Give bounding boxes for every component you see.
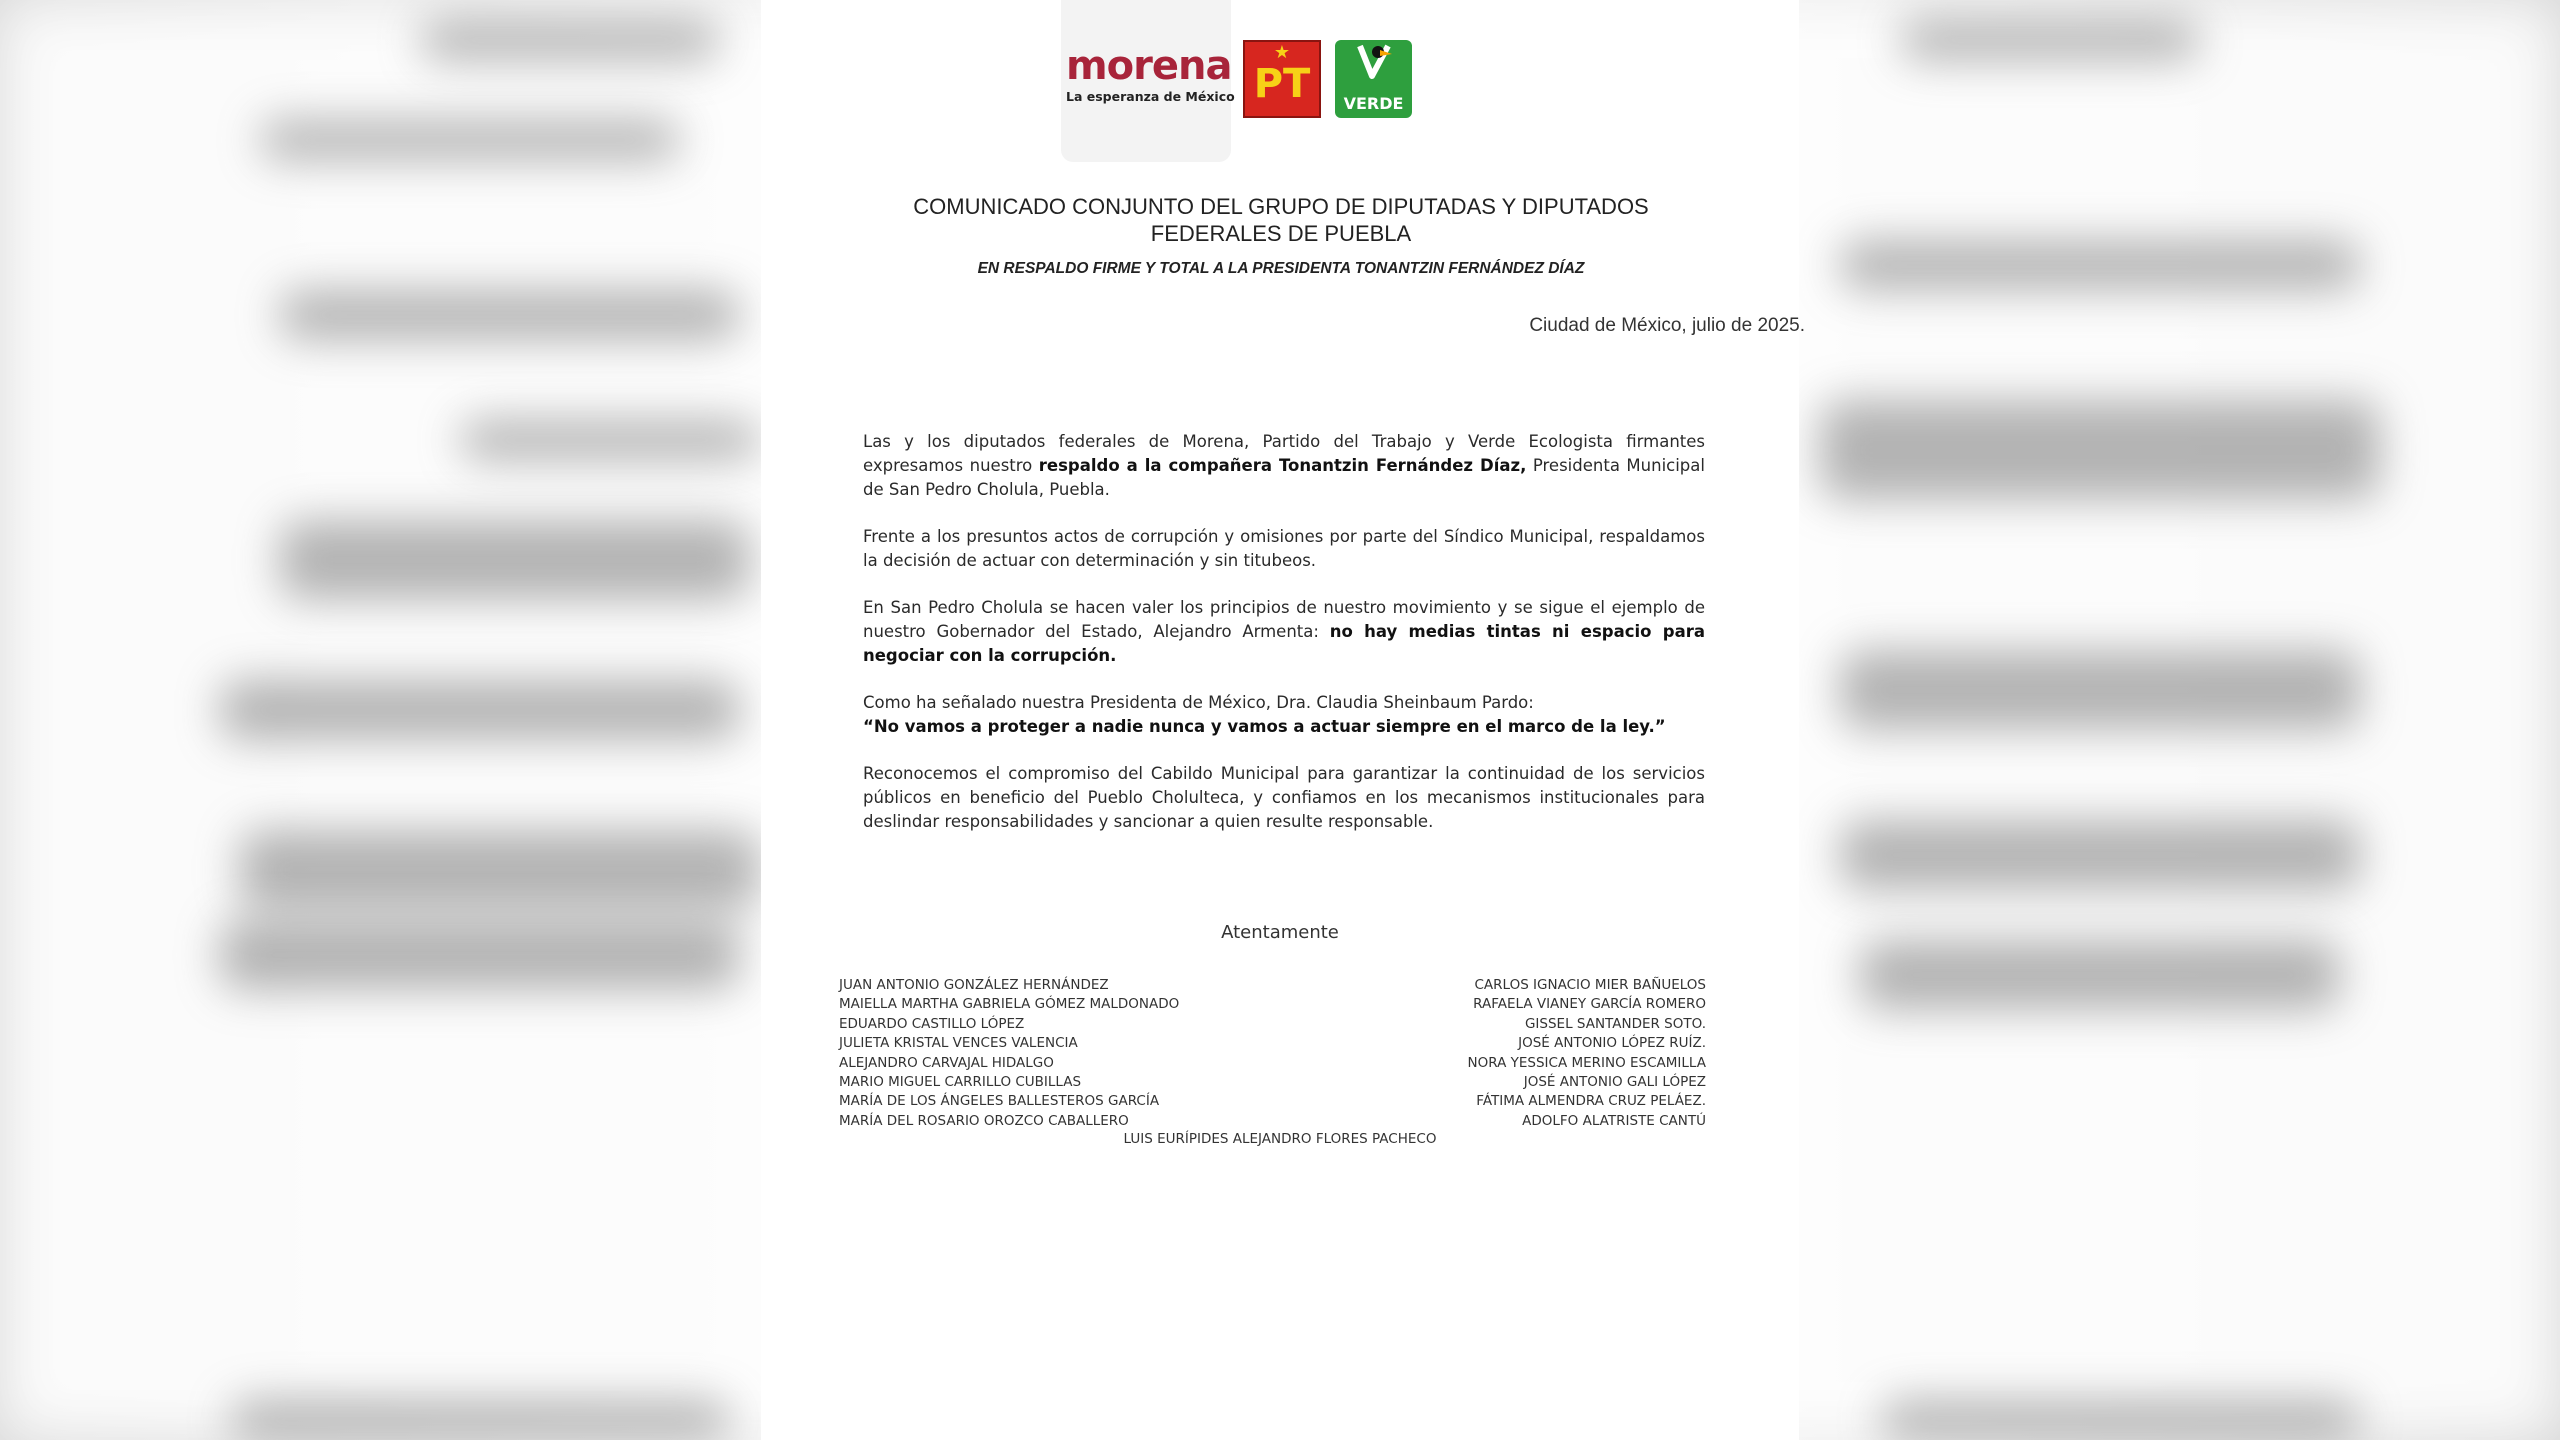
verde-logo-text: VERDE <box>1343 94 1404 113</box>
signature-name: ADOLFO ALATRISTE CANTÚ <box>1522 1112 1706 1129</box>
signature-name: ALEJANDRO CARVAJAL HIDALGO <box>839 1054 1054 1071</box>
signature-name: JOSÉ ANTONIO LÓPEZ RUÍZ. <box>1518 1035 1706 1052</box>
closing-line: Atentamente <box>1221 922 1339 943</box>
paragraph-3-text: En San Pedro Cholula se hacen valer los principios de nuestro movimiento y se sigue el ejemplo de nuestro Gobernador del Estado, Alejandro Armenta: <box>863 598 1705 641</box>
morena-logo <box>1066 43 1235 104</box>
signature-name: JUAN ANTONIO GONZÁLEZ HERNÁNDEZ <box>839 977 1109 993</box>
signature-name: JOSÉ ANTONIO GALI LÓPEZ <box>1523 1074 1706 1091</box>
verde-logo <box>1335 40 1412 118</box>
paragraph-3-bold: no hay medias tintas ni espacio para negociar con la corrupción. <box>863 622 1705 665</box>
signatures-left-column <box>839 976 1269 1131</box>
signature-name: MARÍA DE LOS ÁNGELES BALLESTEROS GARCÍA <box>839 1093 1160 1110</box>
document-page <box>761 0 1805 1440</box>
signature-name: MARIO MIGUEL CARRILLO CUBILLAS <box>839 1074 1082 1091</box>
document-date: Ciudad de México, julio de 2025. <box>1529 315 1805 336</box>
paragraph-4-text: Como ha señalado nuestra Presidenta de México, Dra. Claudia Sheinbaum Pardo: <box>863 693 1534 712</box>
paragraph-1-bold: respaldo a la compañera Tonantzin Fernández Díaz, <box>1038 456 1527 475</box>
signature-name: GISSEL SANTANDER SOTO. <box>1524 1015 1706 1032</box>
pt-logo <box>1243 40 1321 118</box>
signature-name: MAIELLA MARTHA GABRIELA GÓMEZ MALDONADO <box>839 996 1180 1013</box>
paragraph-5: Reconocemos el compromiso del Cabildo Municipal para garantizar la continuidad de los servicios públicos en beneficio del Pueblo Cholulteca, y confiamos en los mecanismos institucionales para deslindar responsabilidades y sancionar a quien resulte responsable. <box>863 764 1705 831</box>
paragraph-4 <box>863 691 1705 739</box>
signature-name: FÁTIMA ALMENDRA CRUZ PELÁEZ. <box>1476 1093 1706 1110</box>
signature-name: MARÍA DEL ROSARIO OROZCO CABALLERO <box>839 1112 1129 1129</box>
document-title: COMUNICADO CONJUNTO DEL GRUPO DE DIPUTADAS Y DIPUTADOS FEDERALES DE PUEBLA <box>913 194 1649 246</box>
paragraph-1 <box>863 430 1705 502</box>
signature-name: JULIETA KRISTAL VENCES VALENCIA <box>839 1035 1078 1052</box>
pt-star-icon: ★ <box>1273 42 1291 63</box>
paragraph-1-end: Presidenta Municipal de San Pedro Cholula, Puebla. <box>863 456 1705 499</box>
morena-logo-tagline: La esperanza de México <box>1066 89 1235 104</box>
morena-logo-word: morena <box>1066 43 1232 89</box>
paragraph-1-text: Las y los diputados federales de Morena, Partido del Trabajo y Verde Ecologista firmantes expresamos nuestro <box>863 432 1705 475</box>
signatures-right-column <box>1276 976 1706 1131</box>
document-subtitle: EN RESPALDO FIRME Y TOTAL A LA PRESIDENTA TONANTZIN FERNÁNDEZ DÍAZ <box>977 260 1585 277</box>
document-body <box>863 430 1705 857</box>
pt-logo-text: PT <box>1253 61 1311 107</box>
paragraph-4-quote: “No vamos a proteger a nadie nunca y vamos a actuar siempre en el marco de la ley.” <box>863 717 1666 736</box>
signature-name: RAFAELA VIANEY GARCÍA ROMERO <box>1473 996 1706 1013</box>
paragraph-3 <box>863 596 1705 668</box>
signature-name: NORA YESSICA MERINO ESCAMILLA <box>1467 1054 1706 1071</box>
signature-name: CARLOS IGNACIO MIER BAÑUELOS <box>1474 977 1706 993</box>
toucan-icon <box>1335 40 1412 94</box>
signature-name-center: LUIS EURÍPIDES ALEJANDRO FLORES PACHECO <box>1123 1131 1437 1147</box>
paragraph-2: Frente a los presuntos actos de corrupción y omisiones por parte del Síndico Municipal, respaldamos la decisión de actuar con determinación y sin titubeos. <box>863 527 1705 570</box>
signature-name: EDUARDO CASTILLO LÓPEZ <box>839 1015 1025 1032</box>
